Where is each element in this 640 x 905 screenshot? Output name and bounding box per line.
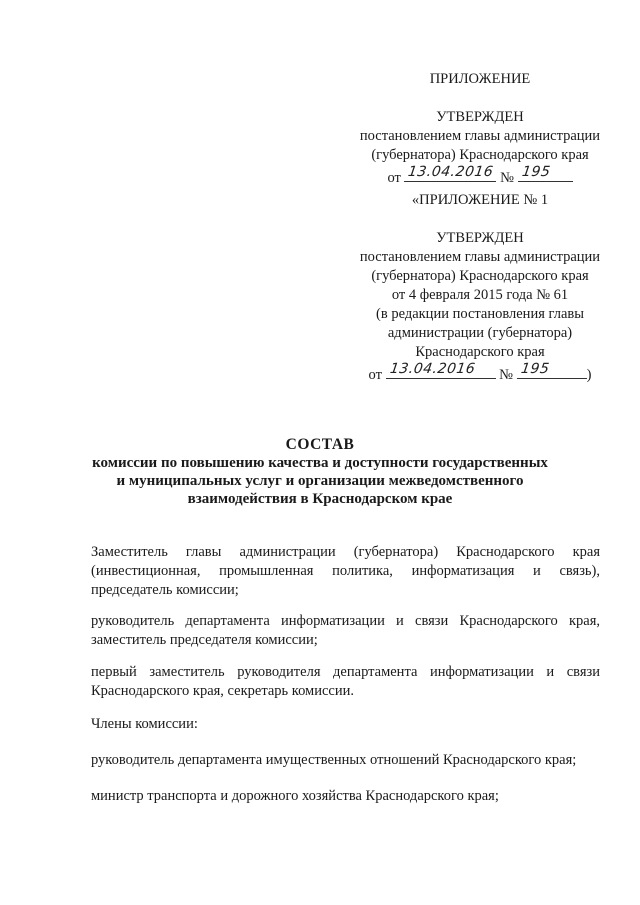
date-field <box>386 362 496 379</box>
member-chair: Заместитель главы администрации (губернатора) Краснодарского края (инвестиционная, промышленная политика, информатизация и связь), председатель комиссии; <box>91 544 600 598</box>
approval-date-line <box>340 165 620 188</box>
handwritten-number: 195 <box>519 361 551 377</box>
number-prefix: № <box>500 170 514 186</box>
appendix-label: ПРИЛОЖЕНИЕ <box>429 71 531 87</box>
approved-label: УТВЕРЖДЕН <box>436 230 524 246</box>
approval-line: постановлением главы администрации <box>359 249 601 265</box>
number-prefix: № <box>499 367 514 383</box>
member-vice-chair: руководитель департамента информатизации и связи Краснодарского края, заместитель председателя комиссии; <box>91 613 600 648</box>
title-line: взаимодействия в Краснодарском крае <box>187 491 453 507</box>
approval-line: (губернатора) Краснодарского края <box>371 268 589 284</box>
handwritten-date: 13.04.2016 <box>388 361 476 377</box>
document-title <box>70 436 570 508</box>
approved-label: УТВЕРЖДЕН <box>436 109 524 125</box>
title-line: комиссии по повышению качества и доступности государственных <box>92 455 548 471</box>
closing-paren: ) <box>586 367 592 383</box>
approval-date-line <box>340 362 620 385</box>
approval-line: от 4 февраля 2015 года № 61 <box>391 287 569 303</box>
member-item: руководитель департамента имущественных отношений Краснодарского края; <box>91 752 577 768</box>
handwritten-number: 195 <box>520 164 551 180</box>
approval-line: (в редакции постановления главы <box>376 306 584 322</box>
member-secretary: первый заместитель руководителя департамента информатизации и связи Краснодарского края, секретарь комиссии. <box>91 664 600 699</box>
approval-stamp-block <box>340 70 620 188</box>
number-field <box>517 362 587 379</box>
title-line: и муниципальных услуг и организации межведомственного <box>116 473 524 489</box>
date-field <box>404 165 496 182</box>
approval-line: постановлением главы администрации <box>359 128 601 144</box>
title-heading: СОСТАВ <box>285 436 355 453</box>
number-field <box>518 165 573 182</box>
approval-line: администрации (губернатора) <box>387 325 573 341</box>
approval-stamp-block-amended <box>340 191 620 385</box>
approval-line: Краснодарского края <box>415 344 545 360</box>
handwritten-date: 13.04.2016 <box>407 164 495 180</box>
member-item: министр транспорта и дорожного хозяйства Краснодарского края; <box>91 788 499 804</box>
date-prefix: от <box>387 170 401 186</box>
approval-line: (губернатора) Краснодарского края <box>371 147 589 163</box>
date-prefix: от <box>368 367 382 383</box>
members-heading: Члены комиссии: <box>91 716 198 732</box>
appendix-label: «ПРИЛОЖЕНИЕ № 1 <box>411 192 549 208</box>
